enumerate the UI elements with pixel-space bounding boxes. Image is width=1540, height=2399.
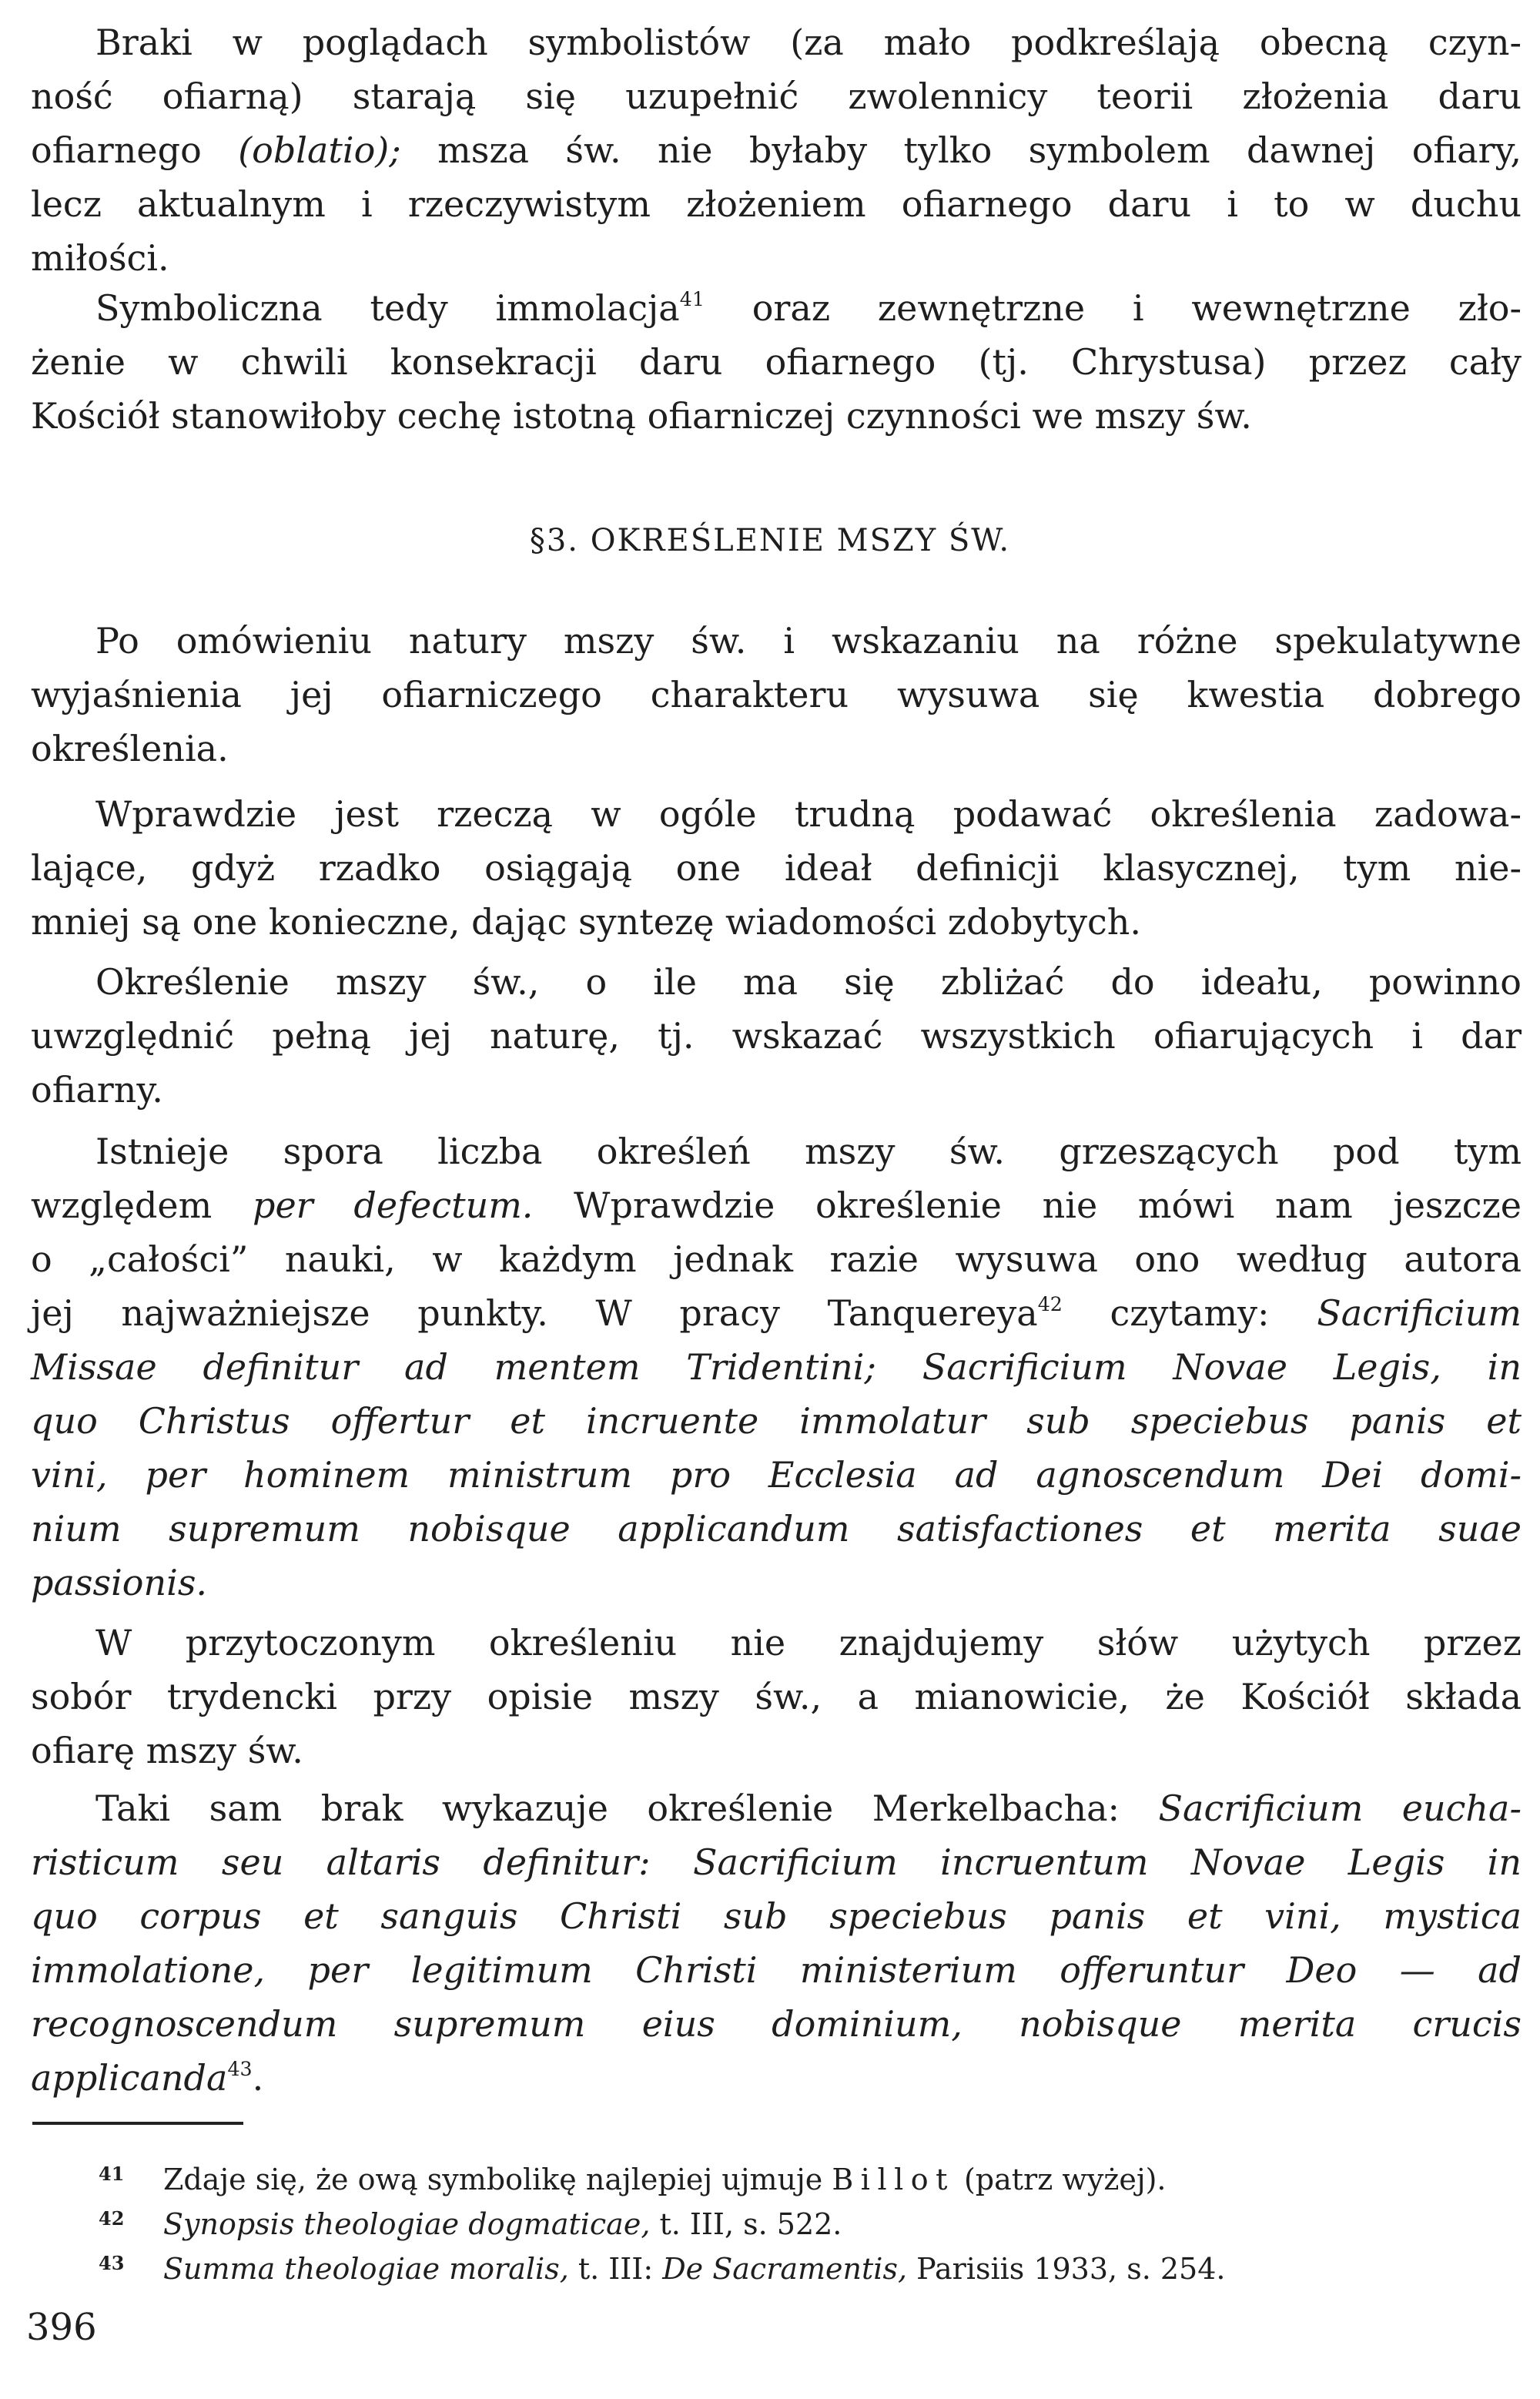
text-line: jej najważniejsze punkty. W pracy Tanquereya$^{42}$ czytamy: Sacrificium: [31, 1292, 1522, 1334]
page-number: 396: [26, 2306, 97, 2349]
paragraph-4: [31, 787, 1522, 949]
text-line: żenie w chwili konsekracji daru ofiarnego (tj. Chrystusa) przez cały: [31, 341, 1522, 383]
text-line: immolatione, per legitimum Christi ministerium offeruntur Deo — ad: [31, 1949, 1522, 1991]
footnote-41: 41 Zdaje się, że ową symbolikę najlepiej ujmuje Billot (patrz wyżej).: [32, 2153, 1518, 2201]
footnote-number: 41: [99, 2163, 125, 2185]
text-line: quo Christus offertur et incruente immolatur sub speciebus panis et: [31, 1400, 1522, 1442]
paragraph-2: [31, 281, 1522, 443]
footnote-ref-41: 41: [679, 288, 705, 311]
text-line: Istnieje spora liczba określeń mszy św. grzeszących pod tym: [95, 1131, 1522, 1172]
footnote-43: 43 Summa theologiae moralis, t. III: De Sacramentis, Parisiis 1933, s. 254.: [32, 2242, 1518, 2290]
text-line: recognoscendum supremum eius dominium, nobisque merita crucis: [31, 2003, 1522, 2045]
text-line: Taki sam brak wykazuje określenie Merkelbacha: Sacrificium eucha-: [95, 1788, 1522, 1829]
text-line: quo corpus et sanguis Christi sub speciebus panis et vini, mystica: [31, 1895, 1522, 1937]
text-line: W przytoczonym określeniu nie znajdujemy słów użytych przez: [95, 1622, 1522, 1664]
text-line: Symboliczna tedy immolacja$^{41}$ oraz zewnętrzne i wewnętrzne zło-: [95, 287, 1522, 329]
text-line: Wprawdzie jest rzeczą w ogóle trudną podawać określenia zadowa-: [95, 793, 1522, 835]
paragraph-1: [31, 15, 1522, 285]
text-line: sobór trydencki przy opisie mszy św., a mianowicie, że Kościół składa: [31, 1676, 1522, 1717]
text-line: Braki w poglądach symbolistów (za mało podkreślają obecną czyn-: [95, 22, 1522, 63]
paragraph-6: [31, 1124, 1522, 1610]
text-line: uwzględnić pełną jej naturę, tj. wskazać wszystkich ofiarujących i dar: [31, 1015, 1522, 1057]
footnote-ref-43: 43: [227, 2058, 253, 2081]
text-line: lecz aktualnym i rzeczywistym złożeniem ofiarnego daru i to w duchu: [31, 183, 1522, 225]
paragraph-7: [31, 1616, 1522, 1777]
text-line: lające, gdyż rzadko osiągają one ideał definicji klasycznej, tym nie-: [31, 847, 1522, 889]
text-line: vini, per hominem ministrum pro Ecclesia ad agnoscendum Dei domi-: [31, 1454, 1522, 1496]
section-heading: §3. OKREŚLENIE MSZY ŚW.: [529, 523, 1011, 558]
text-line: ofiarny.: [31, 1069, 163, 1111]
text-line: Określenie mszy św., o ile ma się zbliżać do ideału, powinno: [95, 961, 1522, 1003]
paragraph-5: [31, 955, 1522, 1117]
paragraph-3: [31, 614, 1522, 776]
footnote-ref-42: 42: [1037, 1293, 1063, 1316]
text-line: wyjaśnienia jej ofiarniczego charakteru wysuwa się kwestia dobrego: [31, 674, 1522, 715]
text-line: passionis.: [31, 1562, 208, 1603]
text-line: o „całości” nauki, w każdym jednak razie wysuwa ono według autora: [31, 1238, 1522, 1280]
footnote-number: 42: [99, 2207, 125, 2230]
text-line: Missae definitur ad mentem Tridentini; Sacrificium Novae Legis, in: [31, 1346, 1522, 1388]
footnote-separator: [32, 2122, 243, 2125]
italic-term: (oblatio);: [238, 129, 401, 171]
text-line: Kościół stanowiłoby cechę istotną ofiarniczej czynności we mszy św.: [31, 395, 1252, 437]
text-line: mniej są one konieczne, dając syntezę wiadomości zdobytych.: [31, 901, 1142, 943]
author-name: Billot: [832, 2163, 955, 2196]
text-line: applicanda$^{43}$.: [31, 2057, 264, 2099]
footnote-42: 42 Synopsis theologiae dogmaticae, t. III, s. 522.: [32, 2197, 1518, 2246]
text-line: Po omówieniu natury mszy św. i wskazaniu na różne spekulatywne: [95, 620, 1522, 662]
paragraph-8: [31, 1781, 1522, 2105]
text-line: nium supremum nobisque applicandum satisfactiones et merita suae: [31, 1508, 1522, 1550]
text-line: ofiarę mszy św.: [31, 1730, 303, 1771]
text-line: względem per defectum. Wprawdzie określenie nie mówi nam jeszcze: [31, 1184, 1522, 1226]
text-line: ność ofiarną) starają się uzupełnić zwolennicy teorii złożenia daru: [31, 75, 1522, 117]
text-line: miłości.: [31, 237, 169, 279]
footnote-number: 43: [99, 2252, 125, 2274]
text-line: risticum seu altaris definitur: Sacrificium incruentum Novae Legis in: [31, 1841, 1522, 1883]
text-line: ofiarnego (oblatio); msza św. nie byłaby tylko symbolem dawnej ofiary,: [31, 129, 1522, 171]
italic-term: per defectum.: [253, 1184, 534, 1226]
text-line: określenia.: [31, 728, 229, 769]
